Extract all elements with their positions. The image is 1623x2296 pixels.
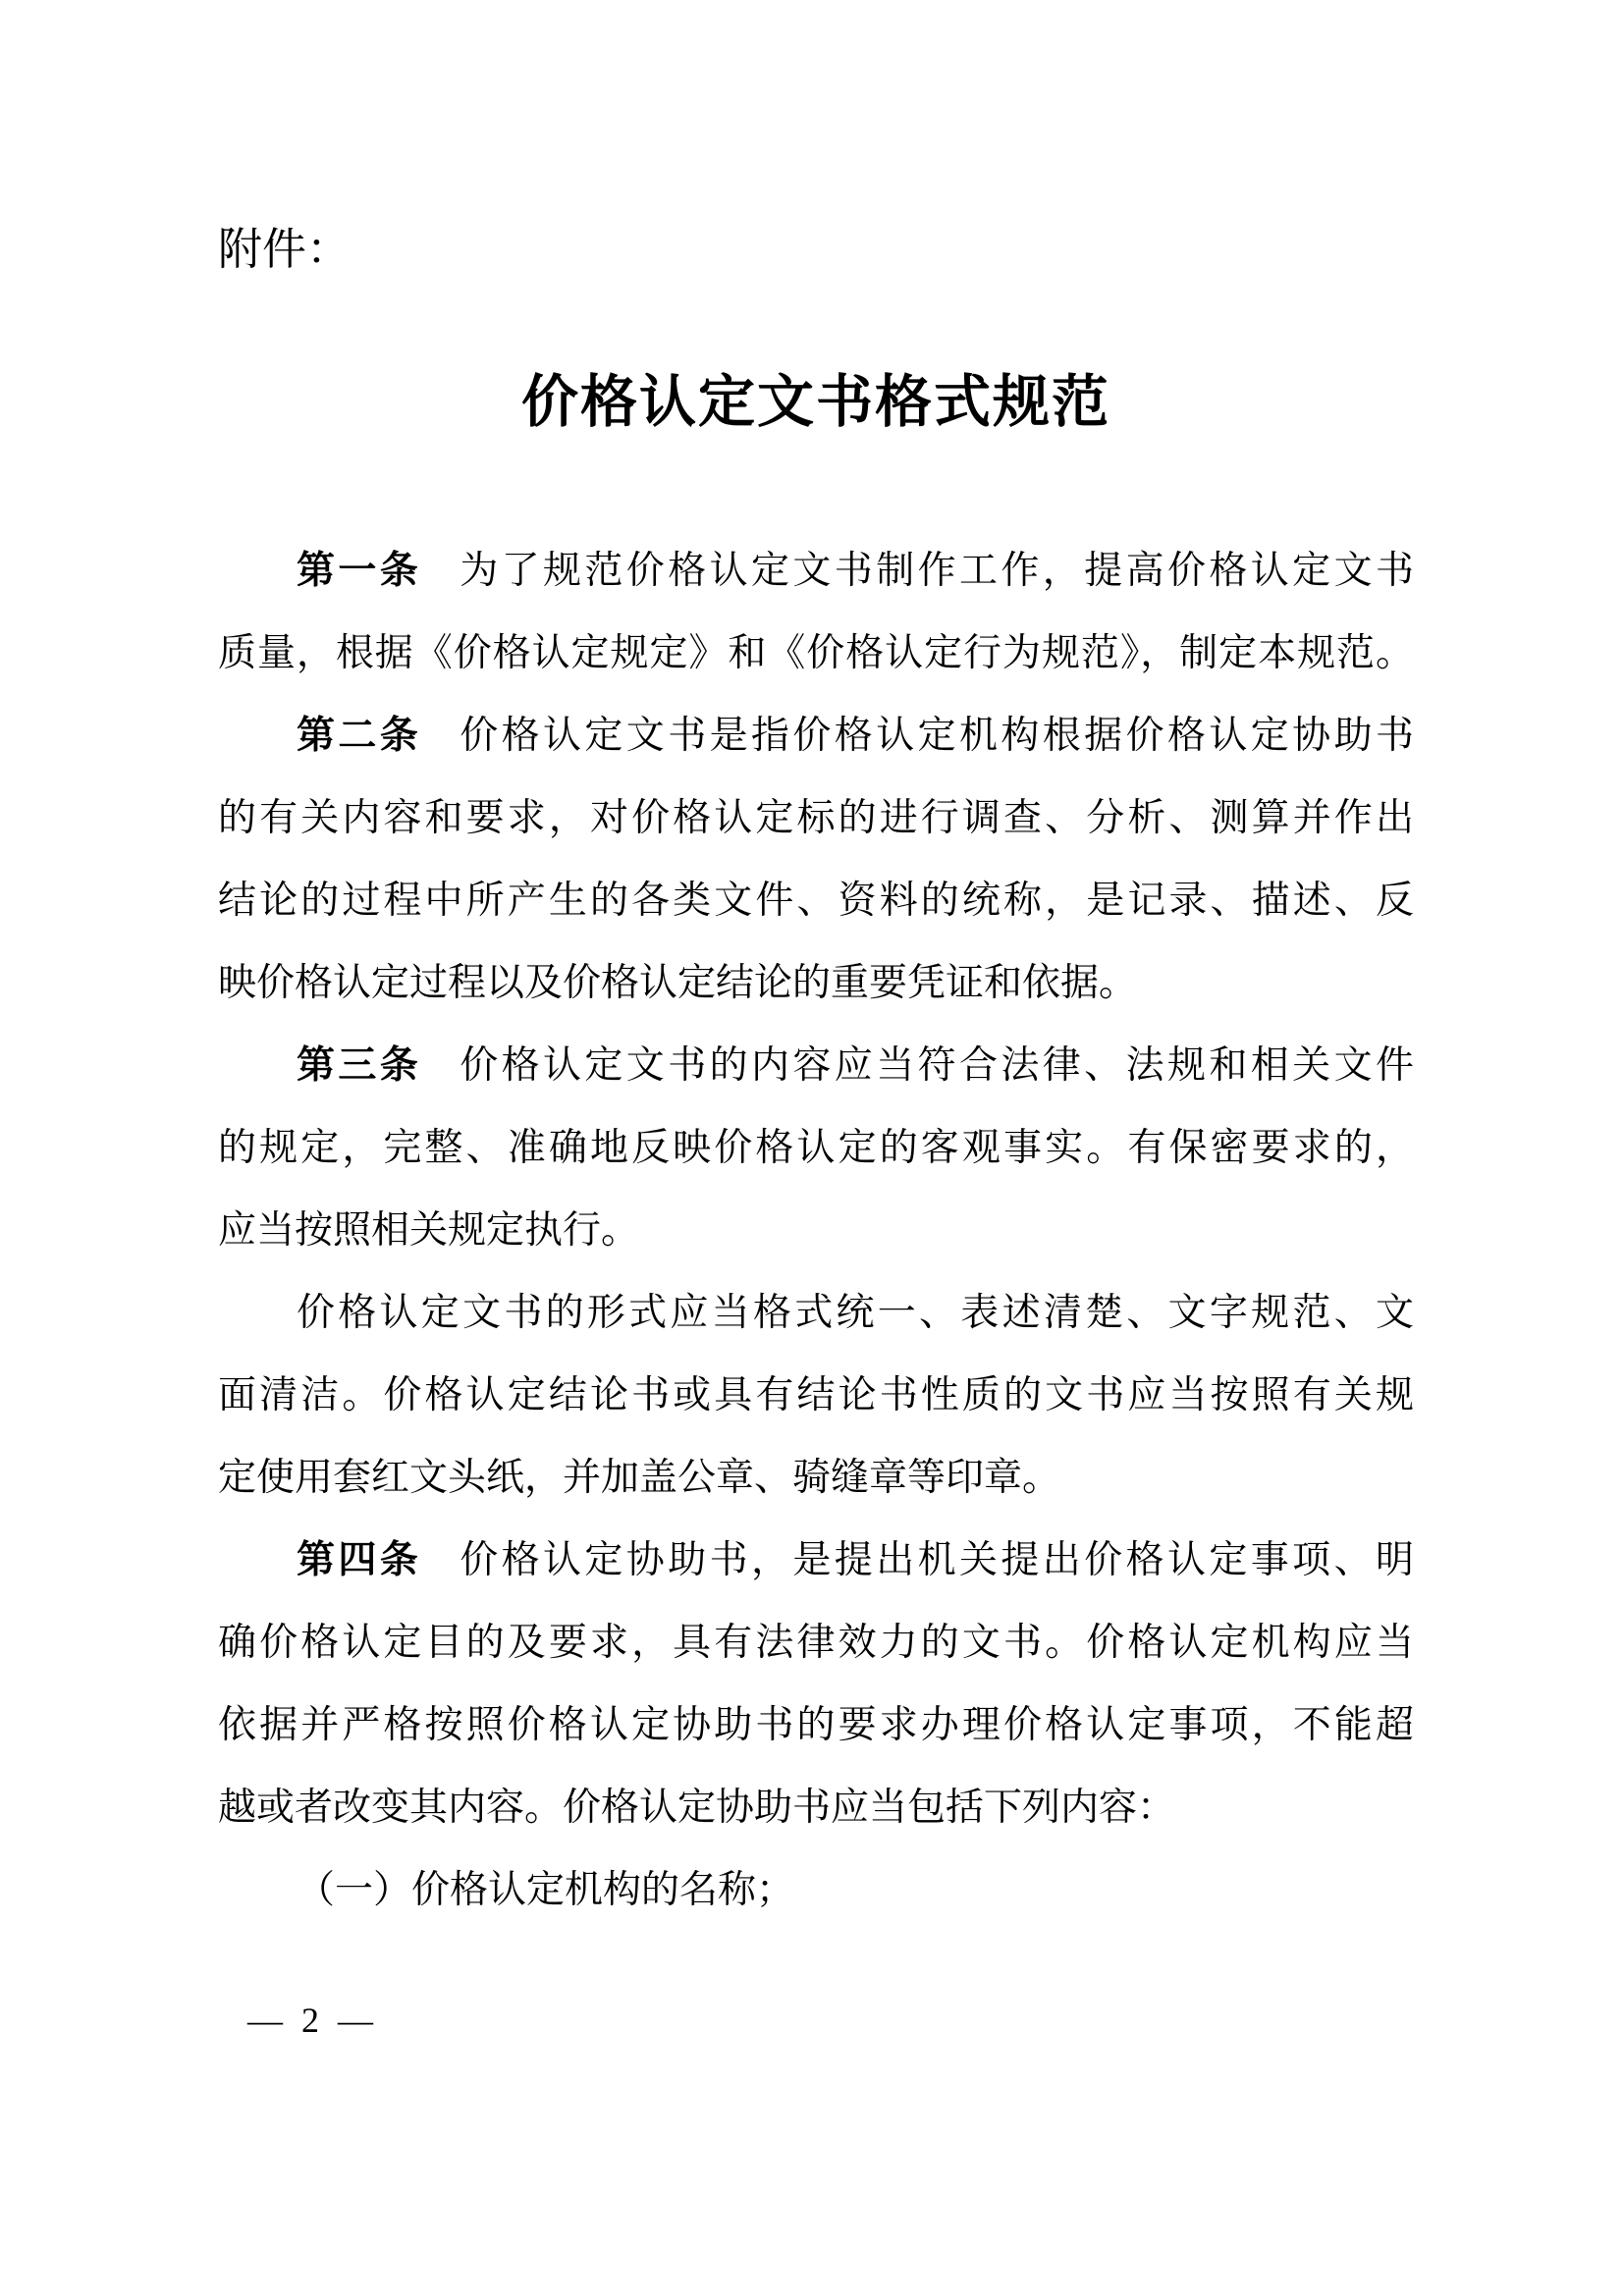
line-text: 质量，根据《价格认定规定》和《价格认定行为规范》，制定本规范。 xyxy=(218,632,1414,674)
body-line xyxy=(218,1849,1414,1932)
line-text: 价格认定文书的内容应当符合法律、法规和相关文件 xyxy=(460,1044,1414,1087)
page-number: — 2 — xyxy=(247,2001,378,2040)
article-number: 第三条 xyxy=(297,1044,422,1087)
line-text: 的规定，完整、准确地反映价格认定的客观事实。有保密要求的， xyxy=(218,1127,1414,1169)
body-line xyxy=(218,1107,1414,1190)
body-line xyxy=(218,1355,1414,1437)
article-number: 第四条 xyxy=(297,1539,422,1581)
line-text: 价格认定文书是指价格认定机构根据价格认定协助书 xyxy=(460,715,1414,757)
body-line xyxy=(218,1190,1414,1272)
line-text: 应当按照相关规定执行。 xyxy=(218,1209,640,1252)
line-text: 价格认定文书的形式应当格式统一、表述清楚、文字规范、文 xyxy=(297,1292,1414,1334)
line-text: 越或者改变其内容。价格认定协助书应当包括下列内容： xyxy=(218,1787,1176,1829)
line-text: 依据并严格按照价格认定协助书的要求办理价格认定事项，不能超 xyxy=(218,1704,1414,1746)
body-line xyxy=(218,942,1414,1025)
body-line xyxy=(218,1025,1414,1107)
body-line xyxy=(218,1767,1414,1849)
article-number: 第二条 xyxy=(297,715,422,757)
article-number: 第一条 xyxy=(297,550,422,592)
line-text: 定使用套红文头纸，并加盖公章、骑缝章等印章。 xyxy=(218,1457,1061,1499)
document-body xyxy=(218,530,1414,1932)
line-text: 价格认定协助书，是提出机关提出价格认定事项、明 xyxy=(460,1539,1414,1581)
body-line xyxy=(218,860,1414,942)
body-line xyxy=(218,1684,1414,1767)
body-line xyxy=(218,1602,1414,1684)
body-line xyxy=(218,530,1414,613)
line-text: 的有关内容和要求，对价格认定标的进行调查、分析、测算并作出 xyxy=(218,797,1414,839)
line-text: 为了规范价格认定文书制作工作，提高价格认定文书 xyxy=(460,550,1414,592)
body-line xyxy=(218,613,1414,695)
body-line xyxy=(218,1520,1414,1602)
line-text: 面清洁。价格认定结论书或具有结论书性质的文书应当按照有关规 xyxy=(218,1374,1414,1416)
body-line xyxy=(218,777,1414,860)
document-title: 价格认定文书格式规范 xyxy=(520,370,1110,434)
line-text: （一）价格认定机构的名称； xyxy=(297,1869,795,1911)
body-line xyxy=(218,695,1414,777)
attachment-label: 附件： xyxy=(218,225,352,274)
line-text: 确价格认定目的及要求，具有法律效力的文书。价格认定机构应当 xyxy=(218,1622,1414,1664)
body-line xyxy=(218,1272,1414,1355)
line-text: 映价格认定过程以及价格认定结论的重要凭证和依据。 xyxy=(218,962,1138,1004)
body-line xyxy=(218,1437,1414,1520)
line-text: 结论的过程中所产生的各类文件、资料的统称，是记录、描述、反 xyxy=(218,880,1414,922)
